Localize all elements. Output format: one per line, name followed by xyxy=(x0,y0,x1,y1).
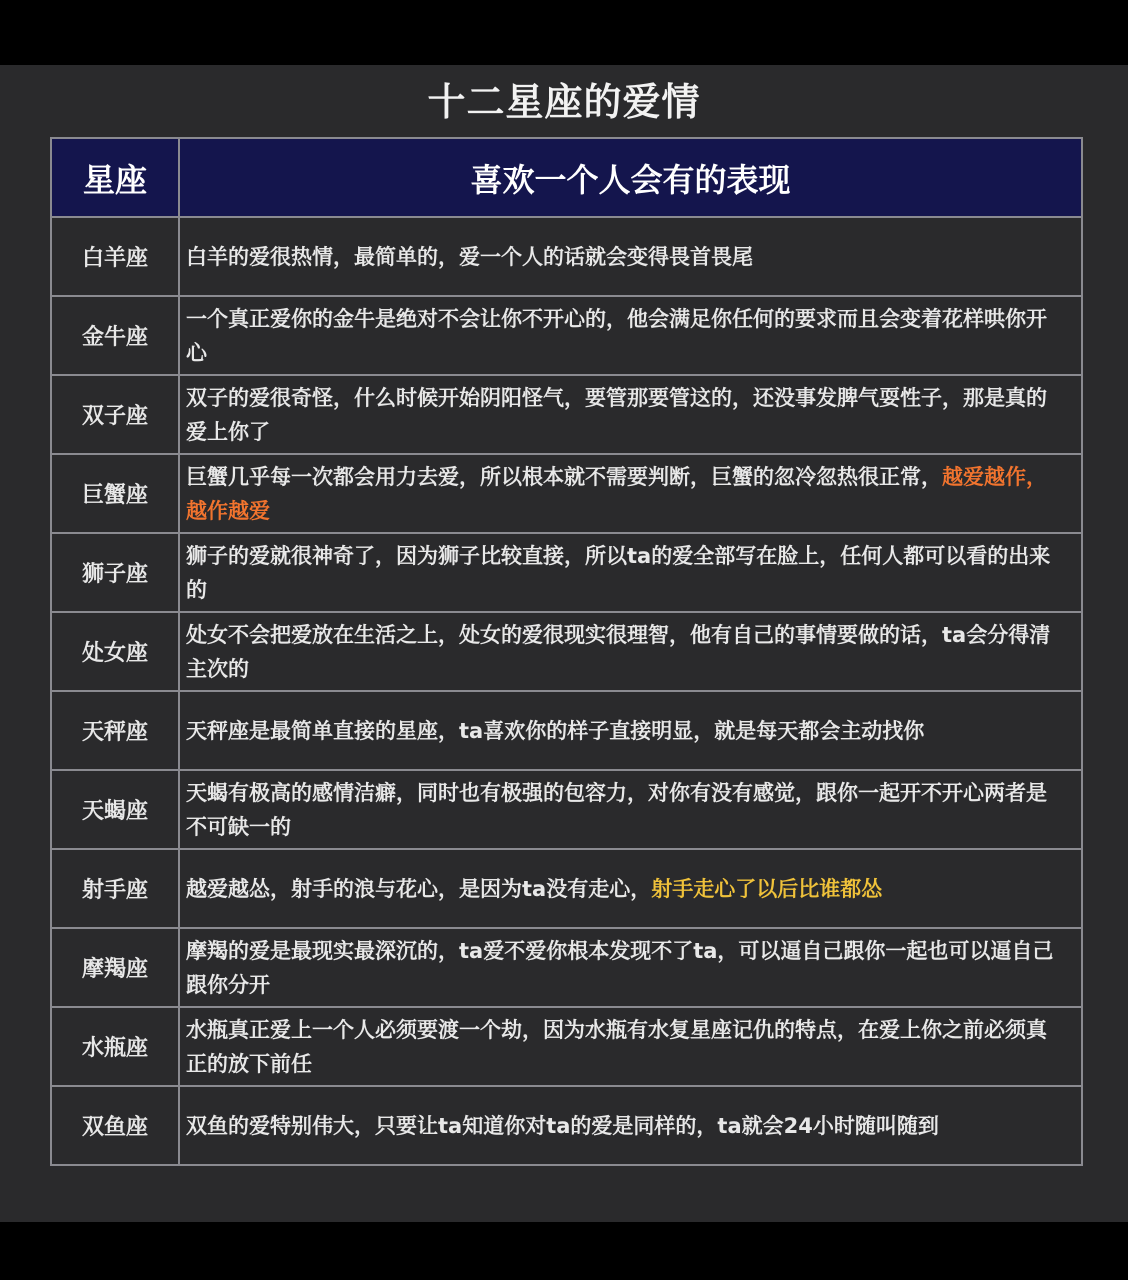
sign-cell: 双鱼座 xyxy=(51,1086,179,1165)
description-cell xyxy=(179,612,1082,691)
table-row xyxy=(51,770,1082,849)
description-cell xyxy=(179,691,1082,770)
description-text: 双鱼的爱特别伟大，只要让ta知道你对ta的爱是同样的，ta就会24小时随叫随到 xyxy=(186,1113,939,1138)
description-text: 天秤座是最简单直接的星座，ta喜欢你的样子直接明显，就是每天都会主动找你 xyxy=(186,718,925,743)
description-cell xyxy=(179,849,1082,928)
sign-cell: 射手座 xyxy=(51,849,179,928)
zodiac-love-table xyxy=(50,137,1083,1166)
description-text: 天蝎有极高的感情洁癖，同时也有极强的包容力，对你有没有感觉，跟你一起开不开心两者是不可缺一的 xyxy=(186,780,1047,839)
sign-cell: 金牛座 xyxy=(51,296,179,375)
table-row xyxy=(51,1086,1082,1165)
description-text: 狮子的爱就很神奇了，因为狮子比较直接，所以ta的爱全部写在脸上，任何人都可以看的出来的 xyxy=(186,543,1051,602)
page-title: 十二星座的爱情 xyxy=(427,80,701,124)
table-row xyxy=(51,375,1082,454)
table-row xyxy=(51,691,1082,770)
sign-cell: 摩羯座 xyxy=(51,928,179,1007)
description-cell xyxy=(179,217,1082,296)
table-row xyxy=(51,296,1082,375)
description-text: 越爱越怂，射手的浪与花心，是因为ta没有走心， xyxy=(186,876,652,901)
description-cell xyxy=(179,928,1082,1007)
table-row xyxy=(51,849,1082,928)
description-cell xyxy=(179,454,1082,533)
sign-cell: 巨蟹座 xyxy=(51,454,179,533)
description-cell xyxy=(179,770,1082,849)
sign-cell: 双子座 xyxy=(51,375,179,454)
description-cell xyxy=(179,1007,1082,1086)
highlight-text: 越爱越作，越作越爱 xyxy=(186,464,1047,523)
description-text: 巨蟹几乎每一次都会用力去爱，所以根本就不需要判断，巨蟹的忽冷忽热很正常， xyxy=(186,464,942,489)
table-row xyxy=(51,928,1082,1007)
description-cell xyxy=(179,296,1082,375)
description-text: 摩羯的爱是最现实最深沉的，ta爱不爱你根本发现不了ta，可以逼自己跟你一起也可以逼自己跟你分开 xyxy=(186,938,1054,997)
highlight-text: 射手走心了以后比谁都怂 xyxy=(651,876,883,901)
sign-cell: 天蝎座 xyxy=(51,770,179,849)
description-cell xyxy=(179,533,1082,612)
table-row xyxy=(51,612,1082,691)
column-header-behavior: 喜欢一个人会有的表现 xyxy=(179,138,1082,217)
sign-cell: 处女座 xyxy=(51,612,179,691)
description-text: 水瓶真正爱上一个人必须要渡一个劫，因为水瓶有水复星座记仇的特点，在爱上你之前必须真正的放下前任 xyxy=(186,1017,1047,1076)
sign-cell: 天秤座 xyxy=(51,691,179,770)
description-text: 双子的爱很奇怪，什么时候开始阴阳怪气，要管那要管这的，还没事发脾气耍性子，那是真的爱上你了 xyxy=(186,385,1047,444)
description-text: 一个真正爱你的金牛是绝对不会让你不开心的，他会满足你任何的要求而且会变着花样哄你开心 xyxy=(186,306,1047,365)
column-header-sign: 星座 xyxy=(51,138,179,217)
sign-cell: 水瓶座 xyxy=(51,1007,179,1086)
table-header-row xyxy=(51,138,1082,217)
description-cell xyxy=(179,375,1082,454)
table-row xyxy=(51,454,1082,533)
table-row xyxy=(51,1007,1082,1086)
table-row xyxy=(51,533,1082,612)
page xyxy=(0,65,1128,1222)
description-text: 处女不会把爱放在生活之上，处女的爱很现实很理智，他有自己的事情要做的话，ta会分得清主次的 xyxy=(186,622,1051,681)
table-row xyxy=(51,217,1082,296)
description-text: 白羊的爱很热情，最简单的，爱一个人的话就会变得畏首畏尾 xyxy=(186,244,753,269)
sign-cell: 白羊座 xyxy=(51,217,179,296)
description-cell xyxy=(179,1086,1082,1165)
sign-cell: 狮子座 xyxy=(51,533,179,612)
